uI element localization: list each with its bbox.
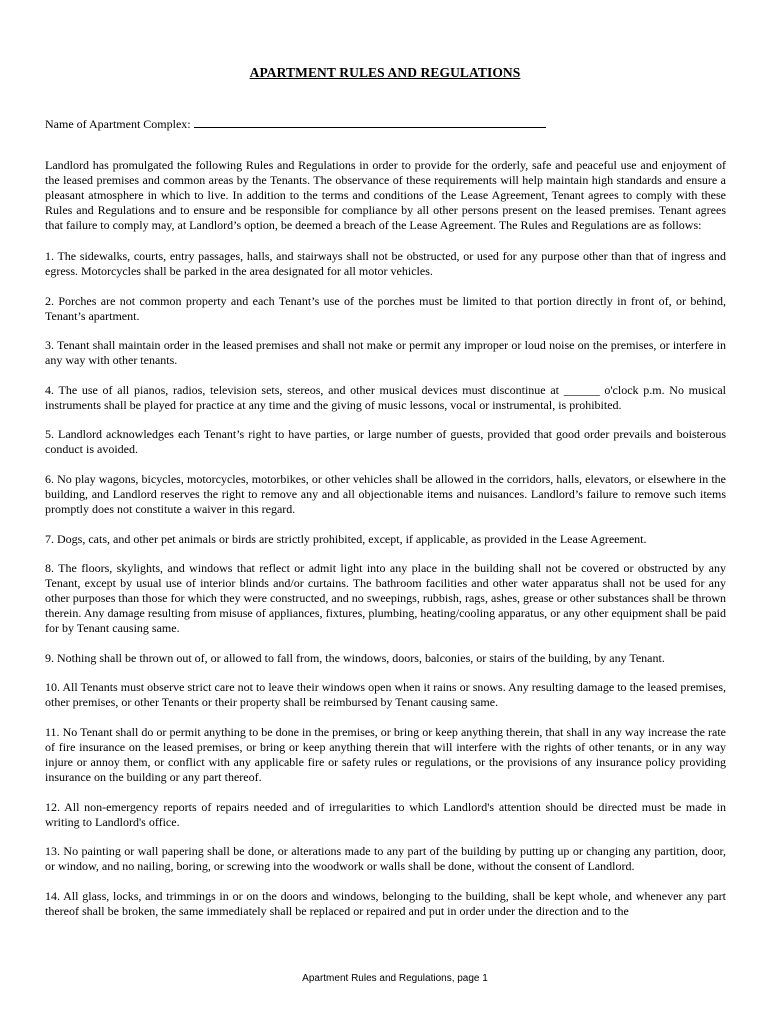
rule-12: 12. All non-emergency reports of repairs needed and of irregularities to which Landlord's attention should be directed must be made in writing to Landlord's office. [45, 799, 726, 829]
page-footer: Apartment Rules and Regulations, page 1 [302, 973, 488, 984]
rule-1: 1. The sidewalks, courts, entry passages, halls, and stairways shall not be obstructed, or used for any purpose other than that of ingress and egress. Motorcycles shall be parked in the area designated for all motor vehicles. [45, 249, 726, 278]
rule-14: 14. All glass, locks, and trimmings in or on the doors and windows, belonging to the building, shall be kept whole, and whenever any part thereof shall be broken, the same immediately shall be replaced or repaired and put in order under the direction and to the [45, 888, 726, 918]
rule-2: 2. Porches are not common property and each Tenant’s use of the porches must be limited to that portion directly in front of, or behind, Tenant’s apartment. [45, 293, 726, 323]
document-title: APARTMENT RULES AND REGULATIONS [249, 65, 521, 80]
rule-11: 11. No Tenant shall do or permit anything to be done in the premises, or bring or keep anything therein, that shall in any way increase the rate of fire insurance on the leased premises, or bring or keep anything therein that will interfere with the rights of other tenants, or in any way injure or annoy them, or conflict with any applicable fire or safety rules or regulations, or the provisions of any insurance policy providing insurance on the building or any part thereof. [45, 724, 726, 784]
document-body [45, 158, 726, 933]
rule-9: 9. Nothing shall be thrown out of, or allowed to fall from, the windows, doors, balconies, or stairs of the building, by any Tenant. [45, 650, 665, 665]
apartment-complex-label: Name of Apartment Complex: [45, 117, 191, 131]
rule-4: 4. The use of all pianos, radios, television sets, stereos, and other musical devices must discontinue at ______ o'clock p.m. No musical instruments shall be played for practice at any time and the giving of music lessons, vocal or instrumental, is prohibited. [45, 382, 726, 412]
rule-6: 6. No play wagons, bicycles, motorcycles, motorbikes, or other vehicles shall be allowed in the corridors, halls, elevators, or elsewhere in the building, and Landlord reserves the right to remove any and all objectionable items and nuisances. Landlord’s failure to remove such items promptly does not constitute a waiver in this regard. [45, 471, 726, 516]
apartment-complex-blank-line [194, 117, 546, 128]
rule-10: 10. All Tenants must observe strict care not to leave their windows open when it rains or snows. Any resulting damage to the leased premises, other premises, or other Tenants or their property shall be reimbursed by Tenant causing same. [45, 680, 726, 710]
intro-paragraph: Landlord has promulgated the following Rules and Regulations in order to provide for the orderly, safe and peaceful use and enjoyment of the leased premises and common areas by the Tenants. The observance of these requirements will help maintain high standards and ensure a pleasant atmosphere in which to live. In addition to the terms and conditions of the Lease Agreement, Tenant agrees to comply with these Rules and Regulations and to ensure and be responsible for compliance by all other persons present on the leased premises. Tenant agrees that failure to comply may, at Landlord’s option, be deemed a breach of the Lease Agreement. The Rules and Regulations are as follows: [45, 158, 726, 232]
rule-8: 8. The floors, skylights, and windows that reflect or admit light into any place in the building shall not be covered or obstructed by any Tenant, except by usual use of interior blinds and/or curtains. The bathroom facilities and other water apparatus shall not be used for any other purposes than those for which they were constructed, and no sweepings, rubbish, rags, ashes, grease or other substances shall be thrown therein. Any damage resulting from misuse of appliances, fixtures, plumbing, heating/cooling apparatus, or any other equipment shall be paid for by Tenant causing same. [45, 561, 726, 636]
apartment-complex-field [45, 117, 546, 132]
rule-3: 3. Tenant shall maintain order in the leased premises and shall not make or permit any improper or loud noise on the premises, or interfere in any way with other tenants. [45, 338, 726, 368]
rule-7: 7. Dogs, cats, and other pet animals or birds are strictly prohibited, except, if applicable, as provided in the Lease Agreement. [45, 531, 647, 546]
rule-13: 13. No painting or wall papering shall be done, or alterations made to any part of the building by putting up or changing any partition, door, or window, and no nailing, boring, or screwing into the woodwork or walls shall be done, without the consent of Landlord. [45, 844, 726, 874]
rule-5: 5. Landlord acknowledges each Tenant’s right to have parties, or large number of guests, provided that good order prevails and boisterous conduct is avoided. [45, 427, 726, 457]
